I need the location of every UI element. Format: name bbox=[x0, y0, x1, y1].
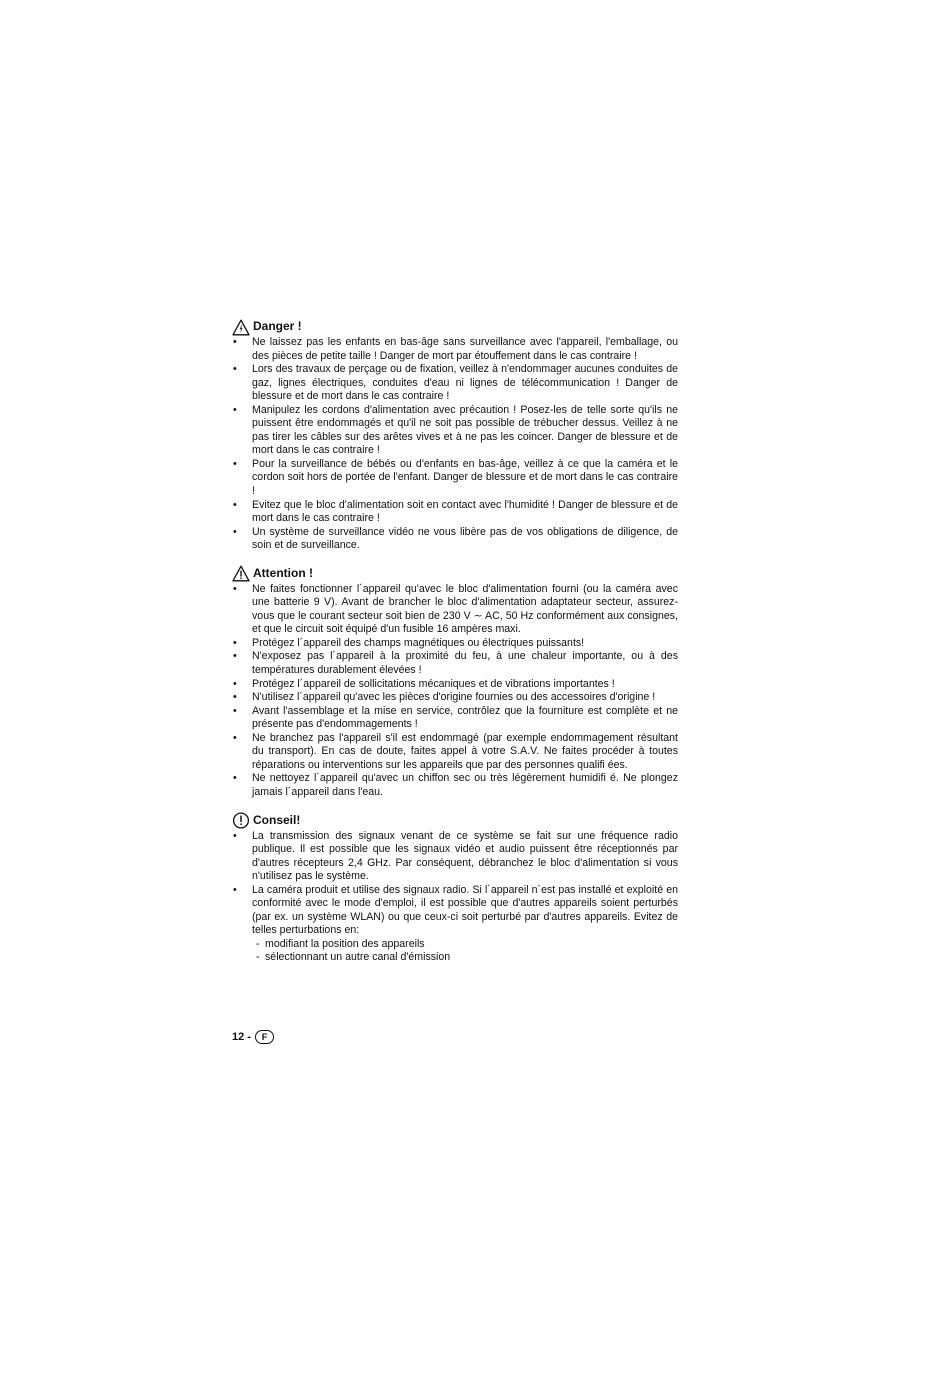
sublist-item: - sélectionnant un autre canal d'émission bbox=[256, 951, 451, 964]
exclamation-circle-icon bbox=[232, 812, 250, 829]
list-item: • Lors des travaux de perçage ou de fixation, veillez à n'endommager aucunes conduites de gaz, lignes électriques, conduites d'eau ni lignes de télécommunication ! Danger de blessure et de mort dans le cas contraire ! bbox=[232, 363, 678, 404]
list-item: • Avant l'assemblage et la mise en service, contrôlez que la fourniture est complète et ne présente pas d'endommagements ! bbox=[232, 705, 678, 732]
danger-section bbox=[232, 318, 678, 553]
conseil-section bbox=[232, 812, 678, 965]
list-item: • Protégez l´appareil de sollicitations mécaniques et de vibrations importantes ! bbox=[232, 678, 678, 692]
conseil-heading bbox=[232, 812, 678, 830]
danger-list bbox=[232, 336, 678, 553]
list-item: • Manipulez les cordons d'alimentation avec précaution ! Posez-les de telle sorte qu'ils ne puissent être endommagés et qu'il ne soit pas possible de trébucher dessus. Veillez à ne pas tirer les câbles sur des arêtes vives et à ne pas les coincer. Danger de blessure et de mort dans le cas contraire ! bbox=[232, 404, 678, 458]
attention-title: Attention ! bbox=[253, 565, 313, 580]
sublist-item-text: sélectionnant un autre canal d'émission bbox=[265, 951, 451, 964]
list-item: • La transmission des signaux venant de ce système se fait sur une fréquence radio publique. Il est possible que les signaux vidéo et audio puissent être réceptionnés par d'autres récepteurs 2,4 GHz. Par conséquent, débranchez le bloc d'alimentation si vous n'utilisez pas le système. bbox=[232, 830, 678, 884]
list-item: • Ne laissez pas les enfants en bas-âge sans surveillance avec l'appareil, l'emballage, ou des pièces de petite taille ! Danger de mort par étouffement dans le cas contraire ! bbox=[232, 336, 678, 363]
conseil-sublist bbox=[252, 938, 678, 965]
list-item: • Protégez l´appareil des champs magnétiques ou électriques puissants! bbox=[232, 637, 678, 651]
list-item-text: La caméra produit et utilise des signaux radio. Si l´appareil n´est pas installé et exploité en conformité avec le mode d'emploi, il est possible que d'autres appareils soient perturbés (par ex. un système WLAN) ou que ceux-ci soit perturbé par d'autres appareils. Evitez de telles perturbations en: bbox=[252, 883, 678, 937]
list-item: • Un système de surveillance vidéo ne vous libère pas de vos obligations de diligence, de soin et de surveillance. bbox=[232, 526, 678, 553]
page-number: 12 - bbox=[232, 1031, 251, 1043]
list-item: • Ne faites fonctionner l´appareil qu'avec le bloc d'alimentation fourni (ou la caméra avec une batterie 9 V). Avant de brancher le bloc d'alimentation adaptateur secteur, assurez-vous que le courant secteur soit bien de 230 V ∼ AC, 50 Hz conformément aux consignes, et que le circuit soit équipé d'un fusible 16 ampères maxi. bbox=[232, 583, 678, 637]
conseil-title: Conseil! bbox=[253, 812, 301, 827]
attention-heading bbox=[232, 565, 678, 583]
page-footer bbox=[232, 1030, 274, 1044]
language-badge: F bbox=[255, 1030, 274, 1044]
sublist-item: - modifiant la position des appareils bbox=[256, 937, 425, 950]
attention-list bbox=[232, 583, 678, 800]
danger-heading bbox=[232, 318, 678, 336]
list-item: • Ne nettoyez l´appareil qu'avec un chiffon sec ou très légèrement humidifi é. Ne plongez jamais l´appareil dans l'eau. bbox=[232, 772, 678, 799]
list-item: • Evitez que le bloc d'alimentation soit en contact avec l'humidité ! Danger de blessure et de mort dans le cas contraire ! bbox=[232, 499, 678, 526]
list-item bbox=[232, 884, 678, 965]
list-item: • N'utilisez l´appareil qu'avec les pièces d'origine fournies ou des accessoires d'origine ! bbox=[232, 691, 678, 705]
list-item: • Pour la surveillance de bébés ou d'enfants en bas-âge, veillez à ce que la caméra et le cordon soit hors de portée de l'enfant. Danger de blessure et de mort dans le cas contraire ! bbox=[232, 458, 678, 499]
warning-triangle-icon bbox=[232, 565, 250, 582]
manual-page-content bbox=[232, 318, 678, 977]
sublist-item-text: modifiant la position des appareils bbox=[265, 937, 425, 950]
attention-section bbox=[232, 565, 678, 800]
danger-title: Danger ! bbox=[253, 319, 302, 334]
list-item: • Ne branchez pas l'appareil s'il est endommagé (par exemple endommagement résultant du transport). En cas de doute, faites appel à votre S.A.V. Ne faites procéder à toutes réparations ou interventions sur les appareils que par des personnes qualifi ées. bbox=[232, 732, 678, 773]
list-item: • N'exposez pas l´appareil à la proximité du feu, à une chaleur importante, ou à des températures durablement élevées ! bbox=[232, 650, 678, 677]
warning-triangle-icon bbox=[232, 319, 250, 336]
conseil-list bbox=[232, 830, 678, 965]
